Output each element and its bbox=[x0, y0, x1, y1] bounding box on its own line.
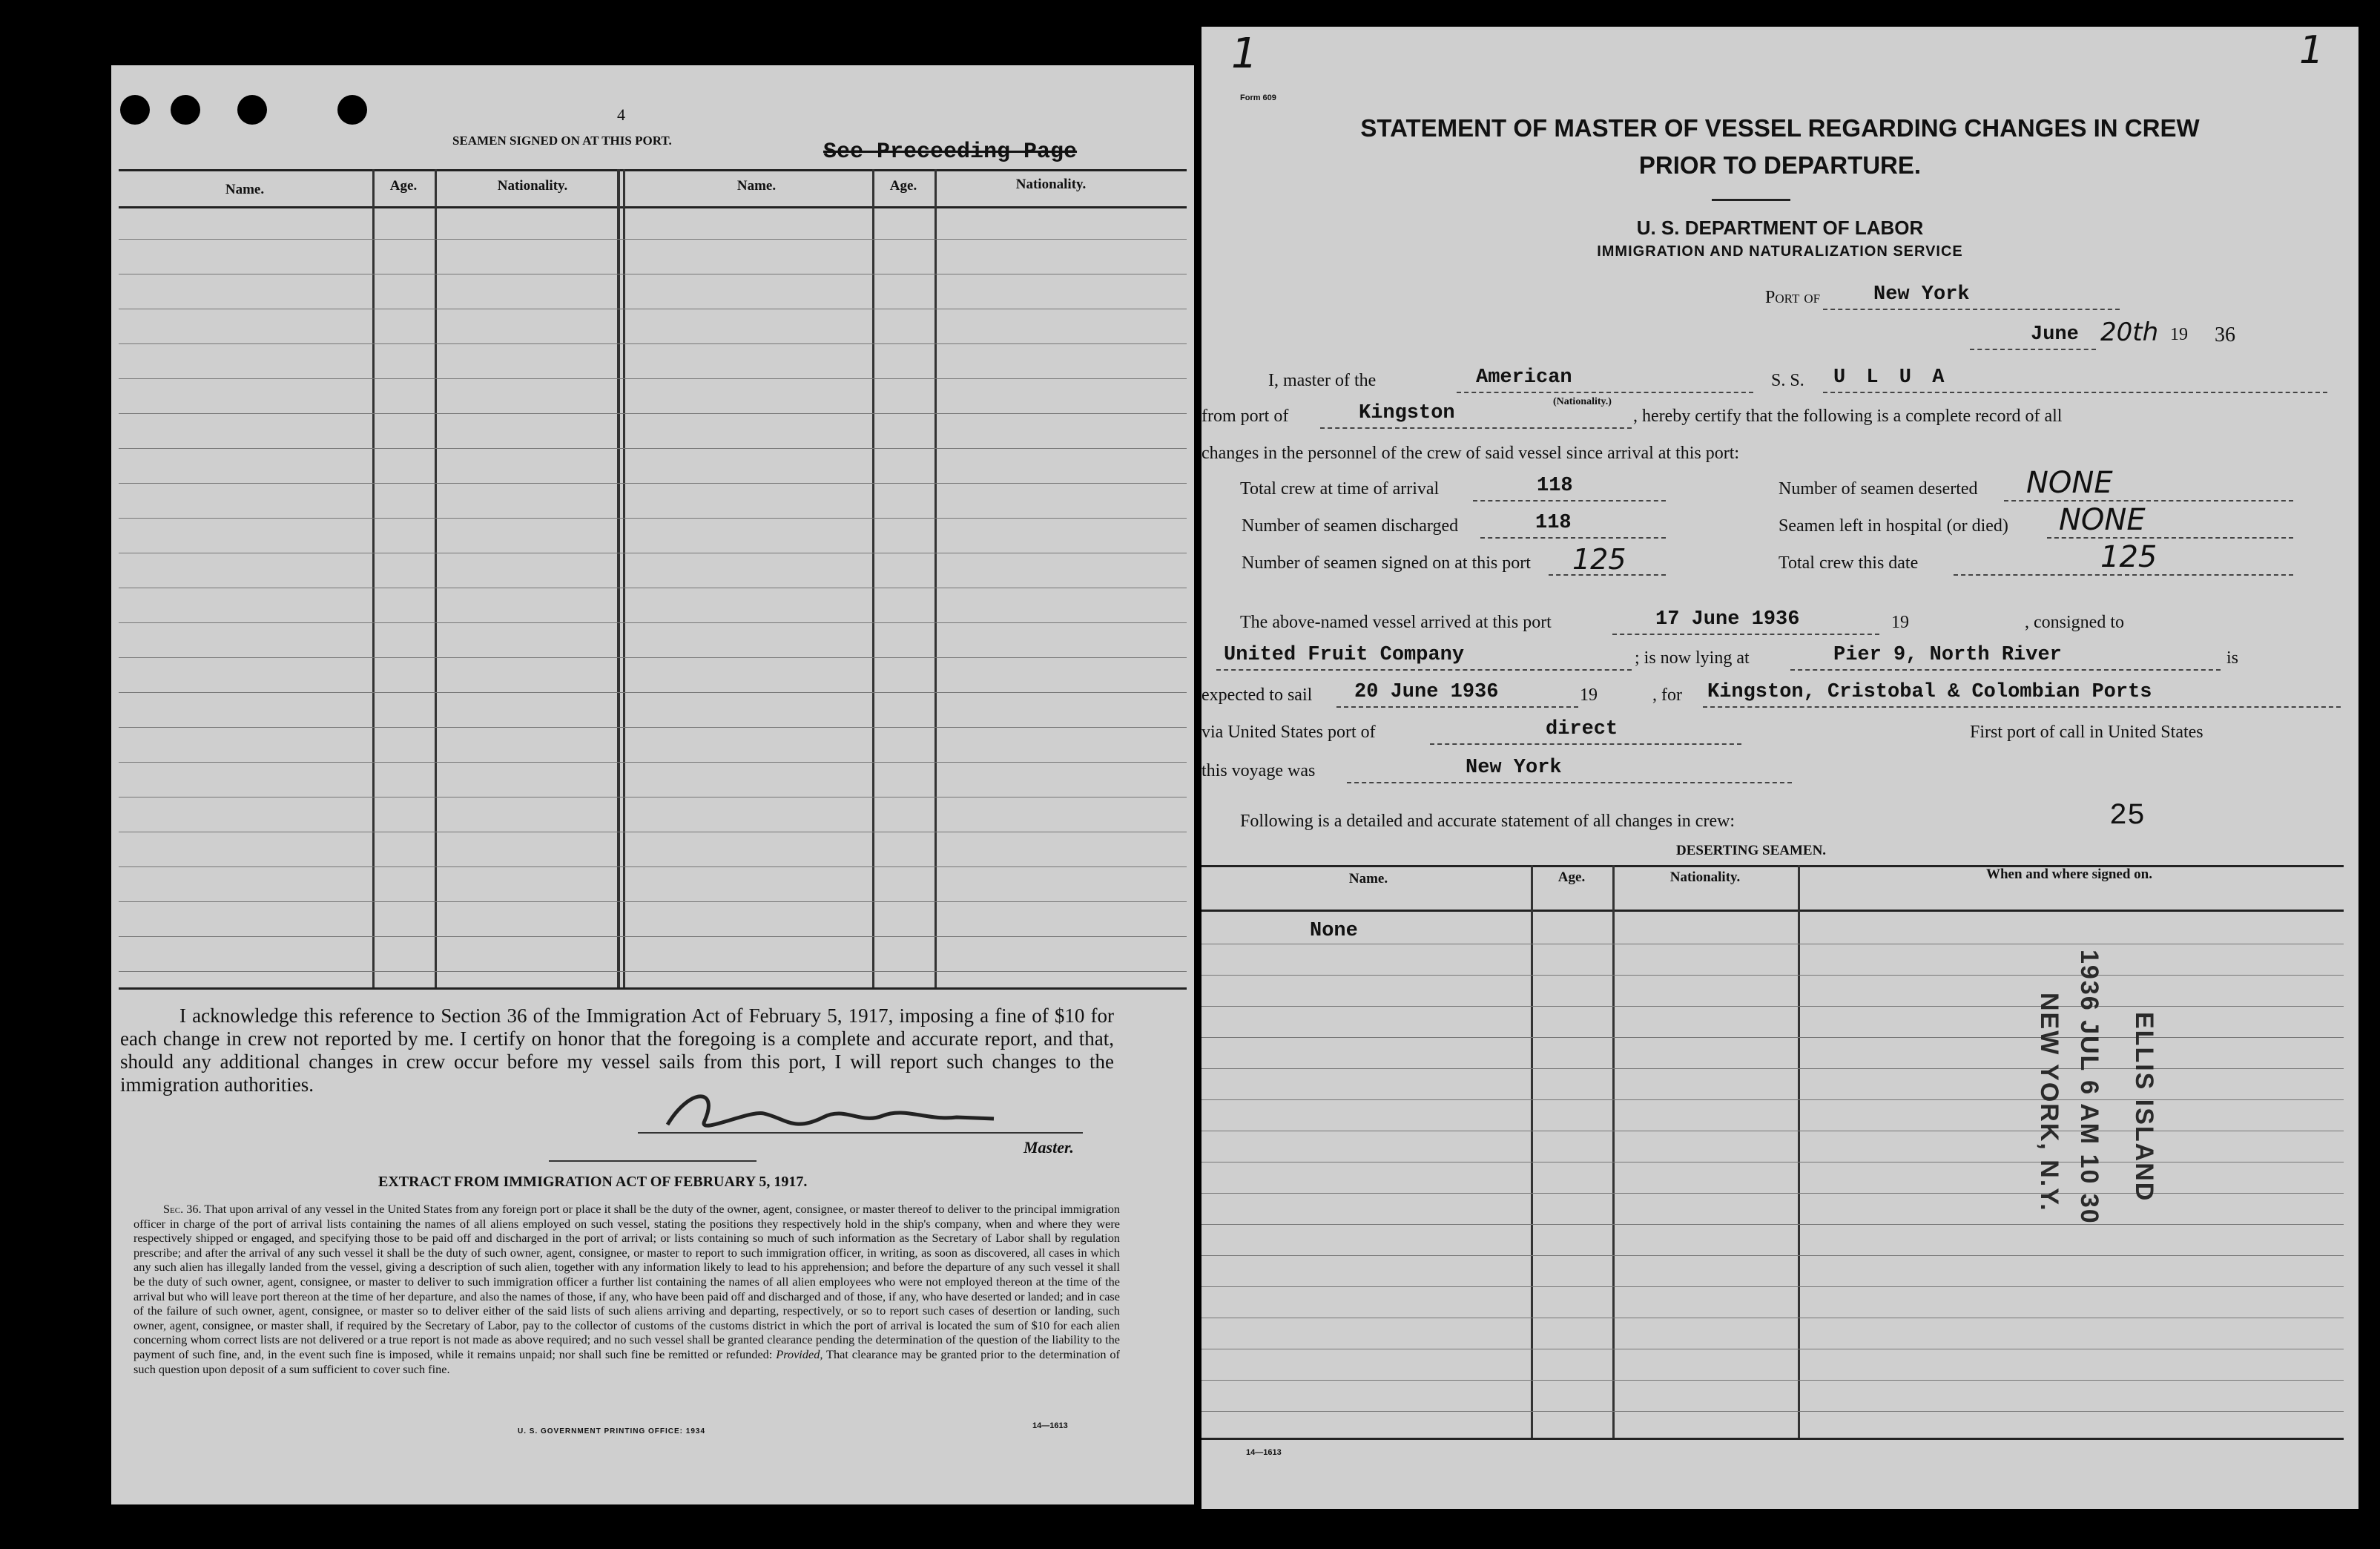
table-row-rule bbox=[1201, 1380, 2344, 1381]
column-header-nationality: Nationality. bbox=[497, 178, 568, 194]
voyage-value: New York bbox=[1466, 757, 1562, 779]
table-row-rule bbox=[119, 762, 1187, 763]
column-header-when-where: When and where signed on. bbox=[1985, 866, 2152, 882]
page-number: 4 bbox=[617, 105, 625, 124]
via-label: via United States port of bbox=[1201, 723, 1376, 742]
signed-on-count: 125 bbox=[1572, 543, 1626, 576]
from-port-label: from port of bbox=[1201, 407, 1289, 426]
nineteen-label: 19 bbox=[1580, 685, 1598, 705]
section-title: SEAMEN SIGNED ON AT THIS PORT. bbox=[452, 134, 672, 148]
lying-value: Pier 9, North River bbox=[1833, 644, 2062, 666]
deserting-title: DESERTING SEAMEN. bbox=[1676, 843, 1827, 858]
table-row-rule bbox=[1201, 1286, 2344, 1287]
hospital-label: Seamen left in hospital (or died) bbox=[1779, 516, 2008, 536]
expected-label: expected to sail bbox=[1201, 685, 1313, 705]
table-row-rule bbox=[119, 692, 1187, 693]
table-row-rule bbox=[119, 866, 1187, 867]
arrived-date: 17 June 1936 bbox=[1655, 608, 1800, 631]
punch-hole bbox=[120, 95, 150, 125]
corner-mark: 1 bbox=[2299, 28, 2324, 73]
table-row-rule bbox=[1201, 1193, 2344, 1194]
signed-on-label: Number of seamen signed on at this port bbox=[1242, 553, 1531, 573]
date-year: 36 bbox=[2215, 323, 2235, 346]
table-row-rule bbox=[119, 727, 1187, 728]
form-title: PRIOR TO DEPARTURE. bbox=[1638, 151, 1922, 179]
table-row-rule bbox=[119, 657, 1187, 658]
date-day: 20th bbox=[2100, 318, 2159, 347]
column-header-name: Name. bbox=[1348, 871, 1388, 887]
sail-date: 20 June 1936 bbox=[1354, 681, 1499, 703]
column-header-nationality: Nationality. bbox=[1669, 869, 1741, 885]
section-note: See Preceeding Page bbox=[823, 139, 1078, 165]
table-row-rule bbox=[1201, 1255, 2344, 1256]
department-name: U. S. DEPARTMENT OF LABOR bbox=[1636, 217, 1924, 239]
acknowledgment-text: I acknowledge this reference to Section 36 of the Immigration Act of February 5, 1917, imposing a fine of $10 for each change in crew not reported by me. I certify on honor that the foregoing is a complete and accurate report, and that, should any additional changes in crew occur before my vessel sails from this port, I will report such changes to the immigration authorities. bbox=[120, 1004, 1114, 1096]
left-page bbox=[111, 65, 1194, 1504]
column-header-name: Name. bbox=[736, 178, 777, 194]
printer-imprint: U. S. GOVERNMENT PRINTING OFFICE: 1934 bbox=[518, 1427, 706, 1435]
discharged-count: 118 bbox=[1535, 512, 1572, 534]
table-row-rule bbox=[119, 448, 1187, 449]
table-row-rule bbox=[119, 936, 1187, 937]
column-header-age: Age. bbox=[1557, 869, 1586, 885]
ss-label: S. S. bbox=[1771, 371, 1804, 390]
column-header-age: Age. bbox=[389, 178, 418, 194]
table-row-rule bbox=[1201, 1099, 2344, 1100]
port-value: New York bbox=[1873, 283, 1970, 306]
date-year-prefix: 19 bbox=[2170, 325, 2188, 344]
arrived-label: The above-named vessel arrived at this port bbox=[1240, 613, 1552, 632]
column-header-name: Name. bbox=[225, 182, 265, 197]
table-row-rule bbox=[119, 343, 1187, 344]
deserted-label: Number of seamen deserted bbox=[1779, 479, 1978, 499]
vessel-nationality: American bbox=[1476, 366, 1572, 389]
first-entry: None bbox=[1310, 920, 1358, 942]
table-row-rule bbox=[1201, 975, 2344, 976]
punch-hole bbox=[237, 95, 267, 125]
voyage-label: this voyage was bbox=[1201, 761, 1316, 780]
total-crew-date: 125 bbox=[2100, 540, 2158, 574]
extract-text: Sec. 36. That upon arrival of any vessel in the United States from any foreign port or place it shall be the duty of the owner, agent, consignee, or master thereof to deliver to the principal immigration officer in charge of the port of arrival lists containing the names of all aliens employed on such vessel, stating the positions they respectively hold in the ship's company, when and where they were respectively shipped or engaged, and specifying those to be paid off and discharged in the port of arrival; or lists containing so much of such information as the Secretary of Labor shall by regulation prescribe; and after the arrival of any such vessel it shall be the duty of such owner, agent, consignee, or master to report to such immigration officer, in writing, as soon as discovered, all cases in which any such alien has illegally landed from the vessel, giving a description of such alien, together with any information likely to lead to his apprehension; and before the departure of any such vessel it shall be the duty of such owner, agent, consignee, or master to deliver to such immigration officer a further list containing the names of all alien employees who were not employed thereon at the time of the arrival but who will leave port thereon at the time of her departure, and also the names of those, if any, who have been paid off and discharged and of those, if any, who have deserted or landed; and in case of the failure of such owner, agent, consignee, or master so to deliver either of the said lists of such aliens arriving and departing, respectively, or so to report such cases of desertion or landing, such owner, agent, consignee, or master shall, if required by the Secretary of Labor, pay to the collector of customs of the customs district in which the port of arrival is located the sum of $10 for each alien concerning whom correct lists are not delivered or a true report is not made as above required; and no such vessel shall be granted clearance pending the determination of the question of the liability to the payment of such fine, and, in the event such fine is imposed, while it remains unpaid; nor shall such fine be remitted or refunded: Provided, That clearance may be granted prior to the determination of such question upon deposit of a sum sufficient to cover such fine. bbox=[133, 1202, 1121, 1376]
form-label: Form 609 bbox=[1240, 93, 1276, 102]
punch-hole bbox=[337, 95, 367, 125]
nationality-caption: (Nationality.) bbox=[1553, 396, 1612, 407]
following-label: Following is a detailed and accurate statement of all changes in crew: bbox=[1240, 812, 1735, 831]
table-row-rule bbox=[119, 378, 1187, 379]
table-row-rule bbox=[119, 901, 1187, 902]
table-row-rule bbox=[119, 971, 1187, 972]
master-label: I, master of the bbox=[1268, 371, 1377, 390]
column-header-age: Age. bbox=[889, 178, 917, 194]
extract-title: EXTRACT FROM IMMIGRATION ACT OF FEBRUARY 5, 1917. bbox=[378, 1174, 808, 1190]
table-row-rule bbox=[1201, 1411, 2344, 1412]
nineteen-label: 19 bbox=[1891, 613, 1909, 632]
ship-name: U L U A bbox=[1833, 366, 1949, 389]
lying-label: ; is now lying at bbox=[1635, 648, 1750, 668]
certify-text: , hereby certify that the following is a complete record of all bbox=[1633, 407, 2063, 426]
table-row-rule bbox=[119, 239, 1187, 240]
total-crew-date-label: Total crew this date bbox=[1779, 553, 1919, 573]
is-label: is bbox=[2226, 648, 2239, 668]
table-row-rule bbox=[119, 622, 1187, 623]
master-label: Master. bbox=[1023, 1138, 1074, 1157]
form-title: STATEMENT OF MASTER OF VESSEL REGARDING CHANGES IN CREW bbox=[1360, 114, 2200, 142]
destination: Kingston, Cristobal & Colombian Ports bbox=[1707, 681, 2152, 703]
table-row-rule bbox=[119, 518, 1187, 519]
for-label: , for bbox=[1652, 685, 1682, 705]
deserted-count: NONE bbox=[2026, 466, 2113, 500]
first-port-label: First port of call in United States bbox=[1970, 723, 2203, 742]
punch-hole bbox=[171, 95, 200, 125]
master-signature bbox=[660, 1080, 1046, 1147]
total-crew-arrival: 118 bbox=[1537, 475, 1573, 497]
table-row-rule bbox=[1201, 1224, 2344, 1225]
form-code: 14—1613 bbox=[1246, 1448, 1282, 1457]
changes-count: 25 bbox=[2109, 800, 2146, 833]
column-header-nationality: Nationality. bbox=[1015, 177, 1087, 192]
from-port-value: Kingston bbox=[1359, 402, 1455, 424]
date-month: June bbox=[2031, 323, 2079, 346]
corner-mark: 1 bbox=[1231, 30, 1258, 78]
table-row-rule bbox=[1201, 1037, 2344, 1038]
service-name: IMMIGRATION AND NATURALIZATION SERVICE bbox=[1597, 243, 1963, 260]
form-code: 14—1613 bbox=[1032, 1421, 1068, 1430]
via-value: direct bbox=[1546, 718, 1618, 740]
hospital-count: NONE bbox=[2059, 503, 2146, 537]
total-crew-arrival-label: Total crew at time of arrival bbox=[1240, 479, 1440, 499]
table-row-rule bbox=[1201, 1068, 2344, 1069]
changes-text: changes in the personnel of the crew of said vessel since arrival at this port: bbox=[1201, 444, 1740, 463]
table-row-rule bbox=[119, 483, 1187, 484]
consigned-label: , consigned to bbox=[2025, 613, 2124, 632]
discharged-label: Number of seamen discharged bbox=[1242, 516, 1459, 536]
right-page: 1 1 Form 609 STATEMENT OF MASTER OF VESSEL REGARDING CHANGES IN CREW PRIOR TO DEPARTURE. U. S. DEPARTMENT OF LABOR IMMIGRATION AND NATURALIZATION SERVICE Port of New York June 20th 19 36 I, master of the American (Nationality.) S. S. U L U A from port of Kingston , hereby certify that the following is a complete record of all changes in the personnel of the crew of said vessel since arrival at this port: Total crew at time of arrival 118 Number of seamen discharged 118 Number of seamen signed on at this port 125 Number of seamen deserted NONE Seamen left in hospital (or died) NONE Total crew this date 125 The above-named vessel arrived at this port 17 June 1936 19 , consigned to United Fruit Company ; is now lying at Pier 9, North River is expected to sail 20 June 1936 19 , for Kingston, Cristobal & Colombian Ports via United States port of direct First port of call in United States this voyage was New York Following is a detailed and accurate statement of all changes in crew: 25 DESERTING SEAMEN. Name. Age. Nationality. When and where signed on. None ELLIS ISLAND 1936 JUL 6 AM 10 30 NEW YORK, N.Y. 14—1613 bbox=[1201, 27, 2358, 1509]
table-row-rule bbox=[1201, 1006, 2344, 1007]
consignee: United Fruit Company bbox=[1224, 644, 1465, 666]
port-label: Port of bbox=[1765, 288, 1821, 307]
table-row-rule bbox=[119, 413, 1187, 414]
